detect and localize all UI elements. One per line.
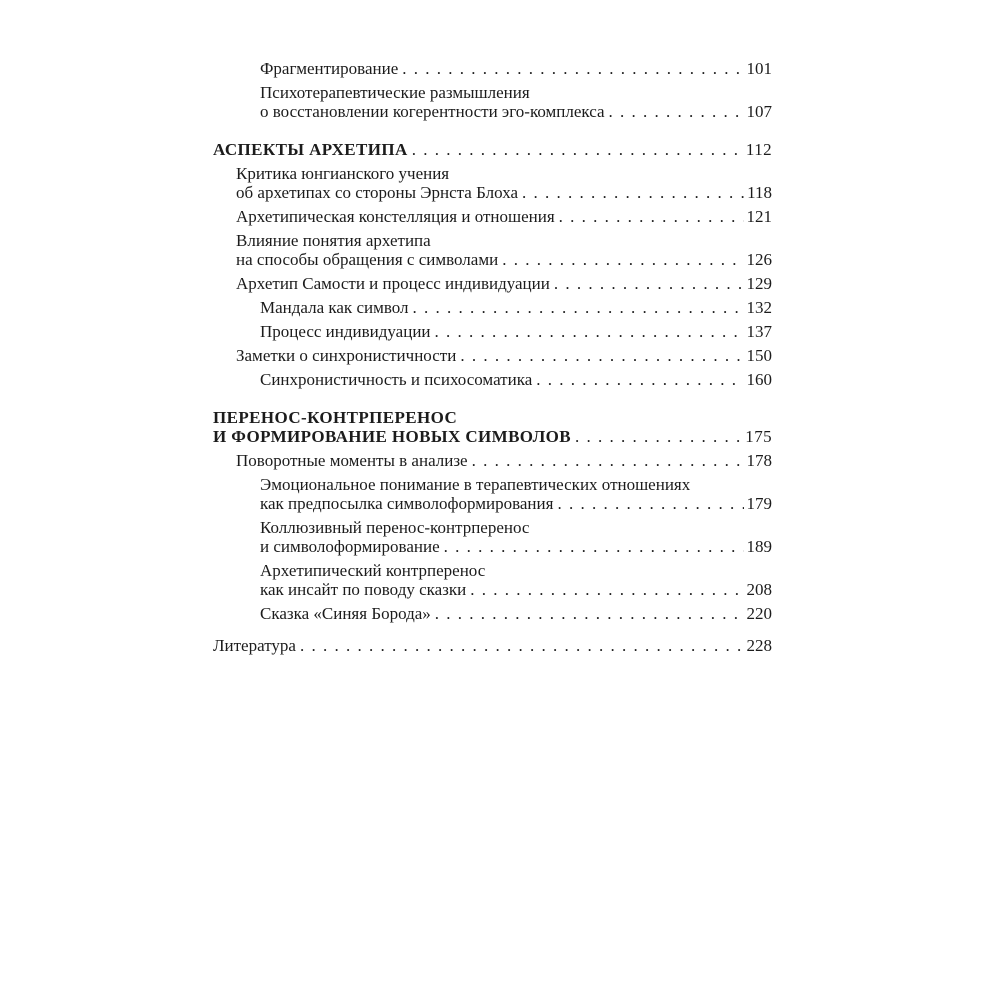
- toc-entry-title: о восстановлении когерентности эго-комплекса: [260, 102, 605, 121]
- toc-entry: [213, 164, 772, 202]
- toc-entry-line: [213, 140, 772, 159]
- toc-entry: [213, 59, 772, 78]
- toc-entry-line: [260, 494, 772, 513]
- toc-entry: [213, 346, 772, 365]
- page-number: 101: [746, 59, 772, 78]
- toc-entry: [213, 298, 772, 317]
- toc-entry-line: [260, 59, 772, 78]
- toc-entry-line: [260, 580, 772, 599]
- toc-entry-line: [260, 604, 772, 623]
- toc-entry-line: [236, 274, 772, 293]
- page-number: 118: [747, 183, 772, 202]
- dot-leader: [460, 346, 743, 365]
- toc-entry-title: Архетипическая констелляция и отношения: [236, 207, 555, 226]
- toc-entry: [213, 231, 772, 269]
- dot-leader: [559, 207, 744, 226]
- dot-leader: [470, 580, 743, 599]
- toc-entry: [213, 561, 772, 599]
- toc-entry: [213, 408, 772, 446]
- dot-leader: [472, 451, 744, 470]
- toc-entry: [213, 451, 772, 470]
- toc-entry-title: Литература: [213, 636, 296, 655]
- page-number: 126: [746, 250, 772, 269]
- page-number: 107: [746, 102, 772, 121]
- page-number: 175: [745, 427, 772, 446]
- toc-entry-title: Поворотные моменты в анализе: [236, 451, 468, 470]
- dot-leader: [522, 183, 744, 202]
- toc-entry-line: [236, 183, 772, 202]
- toc-entry-title: как предпосылка символоформирования: [260, 494, 554, 513]
- toc-entry: [213, 274, 772, 293]
- dot-leader: [536, 370, 743, 389]
- toc-entry-title: Мандала как символ: [260, 298, 409, 317]
- dot-leader: [609, 102, 744, 121]
- toc-entry-title: Сказка «Синяя Борода»: [260, 604, 431, 623]
- page-number: 178: [746, 451, 772, 470]
- dot-leader: [300, 636, 744, 655]
- dot-leader: [444, 537, 744, 556]
- toc-entry-title: Заметки о синхронистичности: [236, 346, 457, 365]
- toc-entry-title: Процесс индивидуации: [260, 322, 431, 341]
- page-number: 179: [746, 494, 772, 513]
- dot-leader: [502, 250, 743, 269]
- toc-entry: [213, 475, 772, 513]
- toc-entry: [213, 370, 772, 389]
- toc-list: [213, 54, 772, 655]
- toc-entry: [213, 207, 772, 226]
- toc-entry-title: И ФОРМИРОВАНИЕ НОВЫХ СИМВОЛОВ: [213, 427, 572, 446]
- dot-leader: [412, 140, 743, 159]
- toc-entry-title: на способы обращения с символами: [236, 250, 499, 269]
- toc-entry: [213, 604, 772, 623]
- toc-entry-line: [260, 102, 772, 121]
- page-number: 112: [745, 140, 772, 159]
- toc-entry: [213, 83, 772, 121]
- dot-leader: [402, 59, 743, 78]
- page-number: 121: [746, 207, 772, 226]
- page-number: 150: [746, 346, 772, 365]
- page-number: 160: [746, 370, 772, 389]
- page-number: 220: [746, 604, 772, 623]
- toc-entry: [213, 518, 772, 556]
- toc-entry: [213, 636, 772, 655]
- toc-entry-title: и символоформирование: [260, 537, 440, 556]
- toc-entry-title: Синхронистичность и психосоматика: [260, 370, 533, 389]
- toc-entry-line: [236, 346, 772, 365]
- toc-entry: [213, 322, 772, 341]
- toc-entry-line: Критика юнгианского учения: [236, 164, 450, 183]
- page-number: 208: [746, 580, 772, 599]
- toc-entry-line: Влияние понятия архетипа: [236, 231, 431, 250]
- toc-entry-line: Эмоциональное понимание в терапевтических отношениях: [260, 475, 691, 494]
- toc-entry-line: Психотерапевтические размышления: [260, 83, 530, 102]
- dot-leader: [554, 274, 744, 293]
- dot-leader: [435, 322, 744, 341]
- dot-leader: [575, 427, 742, 446]
- page-number: 189: [746, 537, 772, 556]
- dot-leader: [557, 494, 743, 513]
- toc-entry-line: Коллюзивный перенос-контрперенос: [260, 518, 530, 537]
- toc-entry-title: как инсайт по поводу сказки: [260, 580, 467, 599]
- toc-entry-line: [236, 207, 772, 226]
- toc-entry-line: [260, 370, 772, 389]
- toc-entry-line: Архетипический контрперенос: [260, 561, 486, 580]
- toc-entry-title: об архетипах со стороны Эрнста Блоха: [236, 183, 519, 202]
- page-number: 137: [746, 322, 772, 341]
- toc-entry-title: Архетип Самости и процесс индивидуации: [236, 274, 550, 293]
- toc-entry-title: АСПЕКТЫ АРХЕТИПА: [213, 140, 408, 159]
- toc-entry-title: Фрагментирование: [260, 59, 399, 78]
- toc-entry-line: ПЕРЕНОС-КОНТРПЕРЕНОС: [213, 408, 458, 427]
- toc-entry-line: [260, 537, 772, 556]
- page-number: 129: [746, 274, 772, 293]
- toc-entry-line: [260, 322, 772, 341]
- toc-entry-line: [213, 636, 772, 655]
- toc-entry-line: [260, 298, 772, 317]
- page-number: 228: [746, 636, 772, 655]
- page-number: 132: [746, 298, 772, 317]
- toc-entry-line: [236, 451, 772, 470]
- toc-entry: [213, 140, 772, 159]
- toc-entry-line: [213, 427, 772, 446]
- dot-leader: [413, 298, 744, 317]
- toc-entry-line: [236, 250, 772, 269]
- dot-leader: [435, 604, 744, 623]
